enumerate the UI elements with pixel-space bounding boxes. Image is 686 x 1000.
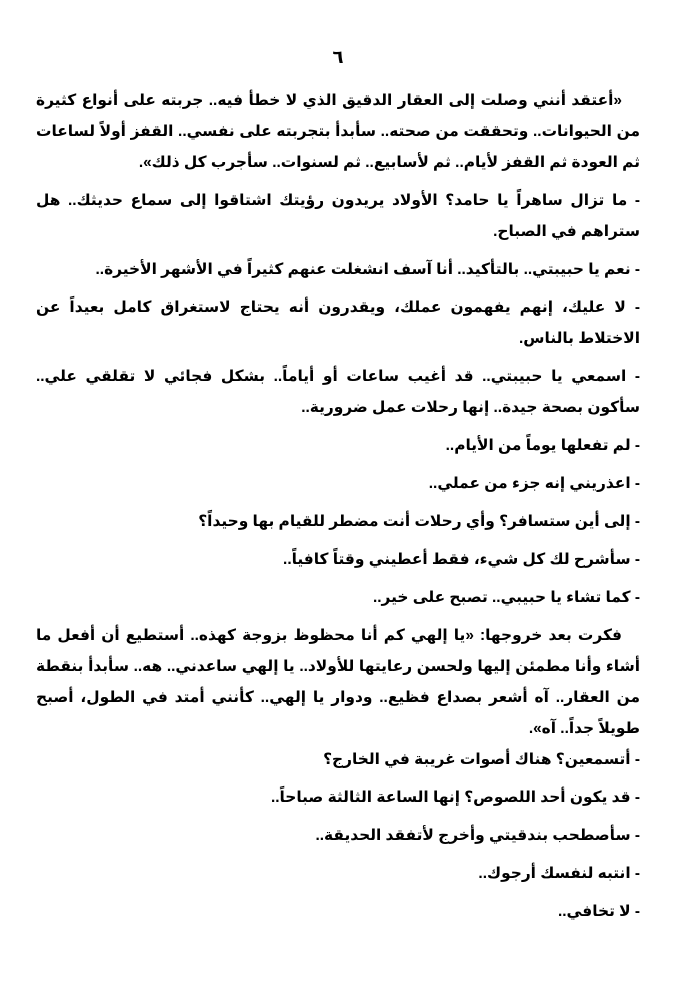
dialogue-line-6: - اعذريني إنه جزء من عملي.. (428, 475, 640, 492)
dialogue-line-2: - نعم يا حبيبتي.. بالتأكيد.. أنا آسف انشغلت عنهم كثيراً في الأشهر الأخيرة.. (95, 261, 640, 278)
dialogue-line-1: - ما تزال ساهراً يا حامد؟ الأولاد يريدون رؤيتك اشتاقوا إلى سماع حديثك.. هل ستراهم في الصباح. (36, 192, 640, 240)
dialogue-line-8: - سأشرح لك كل شيء، فقط أعطيني وقتاً كافياً.. (283, 551, 640, 568)
paragraph-narration-2: فكرت بعد خروجها: «يا إلهي كم أنا محظوظ بزوجة كهذه.. أستطيع أن أفعل ما أشاء وأنا مطمئن إليها ولحسن رعايتها للأولاد.. يا إلهي ساعدني.. هه.. سأبدأ بنقطة من العقار.. آه أشعر بصداع فظيع.. ودوار يا إلهي.. كأنني أمتد في الطول، أصبح طويلاً جداً.. آه». (36, 627, 640, 737)
page-number: ٦ (332, 47, 344, 67)
dialogue-line-7: - إلى أين ستسافر؟ وأي رحلات أنت مضطر للقيام بها وحيداً؟ (198, 513, 640, 530)
page-body (36, 85, 640, 927)
dialogue-line-11: - قد يكون أحد اللصوص؟ إنها الساعة الثالثة صباحاً.. (270, 789, 640, 806)
dialogue-line-3: - لا عليك، إنهم يفهمون عملك، ويقدرون أنه يحتاج لاستغراق كامل بعيداً عن الاختلاط بالناس. (36, 299, 640, 347)
dialogue-line-13: - انتبه لنفسك أرجوك.. (478, 865, 640, 882)
dialogue-line-14: - لا تخافي.. (558, 903, 640, 920)
dialogue-line-5: - لم تفعلها يوماً من الأيام.. (445, 437, 640, 454)
dialogue-line-10: - أتسمعين؟ هناك أصوات غريبة في الخارج؟ (323, 751, 640, 768)
paragraph-narration-1: «أعتقد أنني وصلت إلى العقار الدقيق الذي لا خطأ فيه.. جربته على أنواع كثيرة من الحيوانات.. وتحققت من صحته.. سأبدأ بتجربته على نفسي.. القفز أولاً لساعات ثم العودة ثم القفز لأيام.. ثم لأسابيع.. ثم لسنوات.. سأجرب كل ذلك». (36, 92, 640, 171)
dialogue-line-9: - كما تشاء يا حبيبي.. تصبح على خير.. (373, 589, 640, 606)
dialogue-line-12: - سأصطحب بندقيتي وأخرج لأتفقد الحديقة.. (315, 827, 640, 844)
dialogue-line-4: - اسمعي يا حبيبتي.. قد أغيب ساعات أو أياماً.. بشكل فجائي لا تقلقي علي.. سأكون بصحة جيدة.. إنها رحلات عمل ضرورية.. (36, 368, 640, 416)
book-page (36, 0, 640, 1000)
